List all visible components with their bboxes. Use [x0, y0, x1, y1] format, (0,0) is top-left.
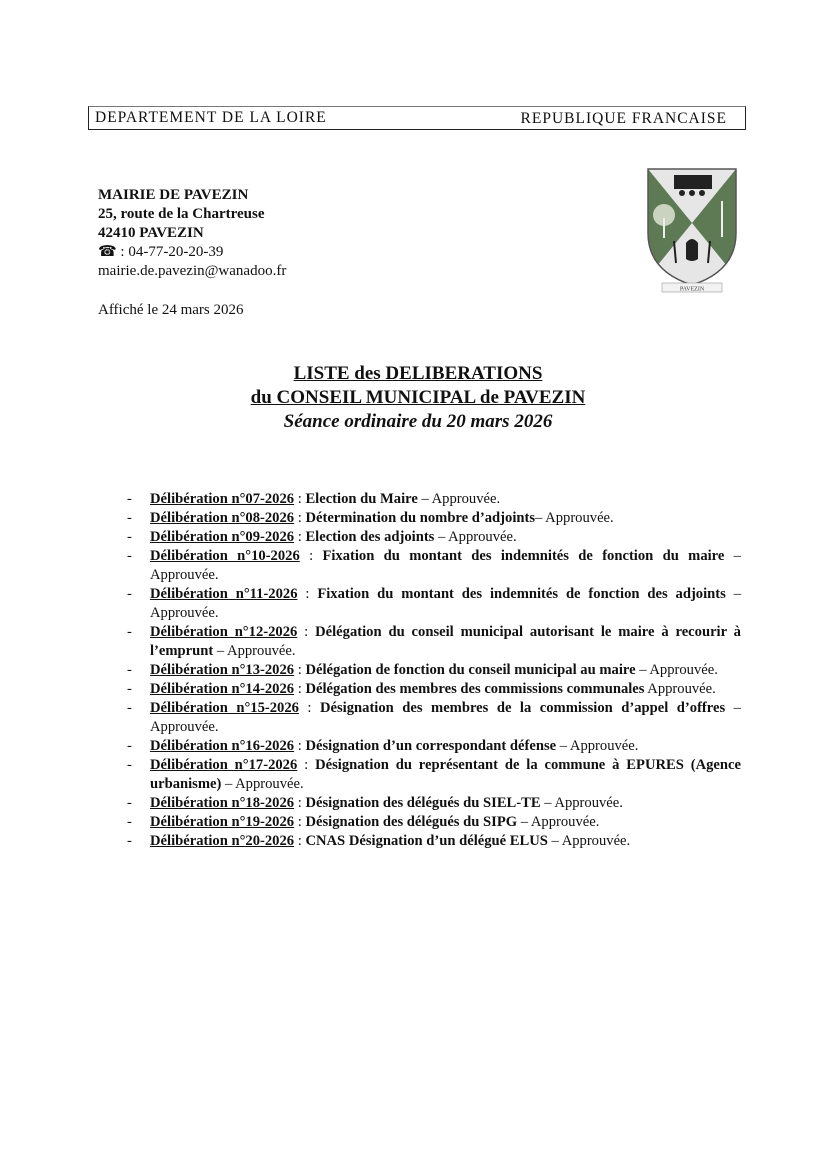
deliberation-item [127, 737, 741, 756]
mairie-street: 25, route de la Chartreuse [98, 206, 265, 222]
list-bullet: - [127, 491, 132, 507]
deliberation-ref: Délibération n°14-2026 [150, 681, 295, 697]
deliberation-status: – Approuvée. [535, 510, 614, 526]
deliberation-subject: Election des adjoints [305, 529, 435, 545]
mairie-email: mairie.de.pavezin@wanadoo.fr [98, 263, 287, 279]
deliberation-status: – Approuvée. [150, 700, 741, 735]
svg-text:PAVEZIN: PAVEZIN [679, 286, 705, 293]
list-bullet: - [127, 529, 132, 545]
separator: : [297, 624, 316, 640]
deliberation-item [127, 661, 741, 680]
separator: : [294, 681, 306, 697]
list-bullet: - [127, 814, 132, 830]
list-bullet: - [127, 548, 132, 564]
deliberation-status: – Approuvée. [221, 776, 304, 792]
list-bullet: - [127, 624, 132, 640]
mairie-city: 42410 PAVEZIN [98, 225, 204, 241]
deliberation-status: – Approuvée. [556, 738, 639, 754]
list-bullet: - [127, 510, 132, 526]
header-box [88, 106, 746, 130]
separator: : [297, 757, 316, 773]
separator: : [299, 548, 323, 564]
republic-label: REPUBLIQUE FRANCAISE [520, 110, 727, 127]
deliberation-item [127, 699, 741, 737]
deliberation-ref: Délibération n°13-2026 [150, 662, 295, 678]
deliberation-subject: Désignation du représentant de la commune à EPURES (Agence urbanisme) [150, 757, 741, 792]
deliberation-item [127, 623, 741, 661]
deliberation-status: – Approuvée. [213, 643, 296, 659]
posted-date: Affiché le 24 mars 2026 [98, 302, 244, 318]
deliberation-ref: Délibération n°07-2026 [150, 491, 295, 507]
deliberation-ref: Délibération n°10-2026 [150, 548, 300, 564]
deliberation-ref: Délibération n°12-2026 [150, 624, 298, 640]
separator: : [294, 510, 306, 526]
separator: : [294, 814, 306, 830]
deliberation-status: – Approuvée. [417, 491, 501, 507]
deliberation-subject: Désignation des membres de la commission d’appel d’offres [319, 700, 726, 716]
mairie-name: MAIRIE DE PAVEZIN [98, 187, 249, 203]
department-label: DEPARTEMENT DE LA LOIRE [95, 109, 327, 126]
deliberation-subject: Délégation du conseil municipal autorisant le maire à recourir à l’emprunt [150, 624, 741, 659]
session-subtitle: Séance ordinaire du 20 mars 2026 [283, 411, 553, 432]
deliberation-item [127, 794, 741, 813]
deliberation-ref: Délibération n°17-2026 [150, 757, 298, 773]
list-bullet: - [127, 700, 132, 716]
deliberation-status: – Approuvée. [150, 548, 741, 583]
deliberation-item [127, 528, 741, 547]
deliberation-item [127, 832, 741, 851]
separator: : [294, 795, 306, 811]
deliberation-subject: Fixation du montant des indemnités de fonction des adjoints [317, 586, 726, 602]
deliberation-subject: Désignation des délégués du SIPG [305, 814, 518, 830]
deliberation-ref: Délibération n°11-2026 [150, 586, 298, 602]
list-bullet: - [127, 757, 132, 773]
deliberation-item [127, 547, 741, 585]
deliberation-ref: Délibération n°19-2026 [150, 814, 295, 830]
deliberation-status: – Approuvée. [517, 814, 600, 830]
deliberation-subject: Fixation du montant des indemnités de fonction du maire [322, 548, 725, 564]
separator: : [298, 700, 320, 716]
list-bullet: - [127, 662, 132, 678]
mairie-phone: ☎ : 04-77-20-20-39 [98, 244, 224, 260]
separator: : [297, 586, 318, 602]
separator: : [294, 662, 306, 678]
deliberation-item [127, 680, 741, 699]
deliberation-status: – Approuvée. [635, 662, 718, 678]
deliberation-ref: Délibération n°15-2026 [150, 700, 299, 716]
deliberation-status: Approuvée. [644, 681, 716, 697]
deliberation-ref: Délibération n°18-2026 [150, 795, 295, 811]
separator: : [294, 738, 306, 754]
deliberation-item [127, 585, 741, 623]
deliberation-status: – Approuvée. [540, 795, 623, 811]
deliberation-ref: Délibération n°09-2026 [150, 529, 295, 545]
deliberation-item [127, 509, 741, 528]
document-title [0, 362, 827, 434]
deliberation-status: – Approuvée. [150, 586, 742, 621]
deliberation-subject: Délégation des membres des commissions communales [305, 681, 645, 697]
list-bullet: - [127, 833, 132, 849]
deliberation-subject: CNAS Désignation d’un délégué ELUS [305, 833, 548, 849]
deliberation-item [127, 813, 741, 832]
deliberation-ref: Délibération n°08-2026 [150, 510, 295, 526]
title-line-1: LISTE des DELIBERATIONS [293, 363, 543, 384]
deliberation-subject: Election du Maire [305, 491, 418, 507]
mairie-address [98, 186, 286, 281]
deliberation-ref: Délibération n°20-2026 [150, 833, 295, 849]
list-bullet: - [127, 586, 132, 602]
separator: : [294, 491, 306, 507]
deliberation-subject: Désignation des délégués du SIEL-TE [305, 795, 541, 811]
separator: : [294, 833, 306, 849]
separator: : [294, 529, 306, 545]
list-bullet: - [127, 738, 132, 754]
deliberation-status: – Approuvée. [547, 833, 631, 849]
list-bullet: - [127, 681, 132, 697]
list-bullet: - [127, 795, 132, 811]
deliberation-subject: Délégation de fonction du conseil municipal au maire [305, 662, 636, 678]
deliberation-status: – Approuvée. [434, 529, 517, 545]
deliberation-item [127, 756, 741, 794]
deliberation-ref: Délibération n°16-2026 [150, 738, 295, 754]
deliberation-subject: Désignation d’un correspondant défense [305, 738, 557, 754]
deliberation-subject: Détermination du nombre d’adjoints [305, 510, 536, 526]
coat-of-arms-icon [640, 163, 744, 297]
title-line-2: du CONSEIL MUNICIPAL de PAVEZIN [250, 387, 586, 408]
deliberation-item [127, 490, 741, 509]
deliberations-list [127, 490, 741, 851]
